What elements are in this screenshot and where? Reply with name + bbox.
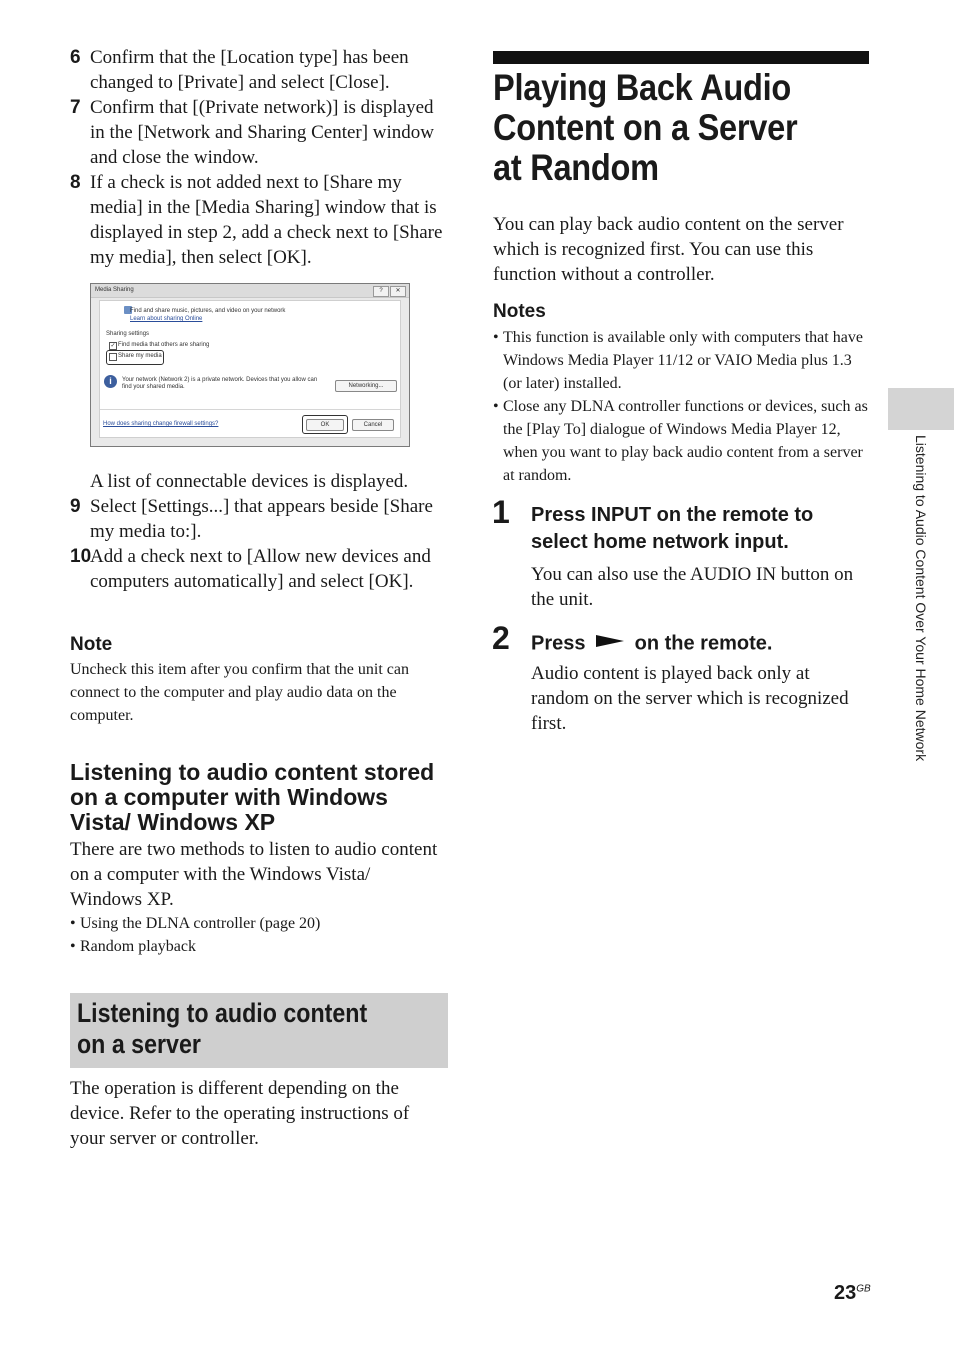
intro-text: You can play back audio content on the server which is recognized first. You can use this function without a controller. <box>493 214 844 285</box>
subsection-box <box>70 993 448 1068</box>
step-text: Confirm that [(Private network)] is displayed in the [Network and Sharing Center] window and close the window. <box>90 97 435 168</box>
share-media-label: Share my media <box>118 353 162 359</box>
step-number: 9 <box>70 496 81 517</box>
note-heading: Note <box>70 634 113 655</box>
step-1-body: You can also use the AUDIO IN button on the unit. <box>531 564 854 610</box>
list-item: • Random playback <box>70 935 440 958</box>
list-item: • Using the DLNA controller (page 20) <box>70 912 440 935</box>
sharing-settings-label: Sharing settings <box>106 331 150 337</box>
after-dialog-text: A list of connectable devices is displayed. <box>90 471 409 492</box>
step-number: 7 <box>70 97 81 118</box>
learn-link[interactable]: Learn about sharing Online <box>130 316 203 322</box>
networking-button[interactable]: Networking... <box>335 380 397 392</box>
box-body: The operation is different depending on the device. Refer to the operating instructions of your server or controller. <box>70 1078 410 1149</box>
list-item: • This function is available only with computers that have Windows Media Player 11/12 or VAIO Media plus 1.3 (or later) installed. <box>493 326 871 395</box>
info-text: Your network (Network 2) is a private network. Devices that you allow can find your shared media. <box>122 377 318 390</box>
step-text: Select [Settings...] that appears beside [Share my media to:]. <box>90 496 433 542</box>
step-number: 10 <box>70 546 92 567</box>
step-8 <box>70 170 450 270</box>
dialog-heading: Find and share music, pictures, and video on your network <box>130 308 286 314</box>
step-7 <box>70 95 450 170</box>
page-number-value: 23 <box>834 1282 857 1304</box>
step-2-body: Audio content is played back only at random on the server which is recognized first. <box>531 663 849 734</box>
step-6 <box>70 45 450 95</box>
step-2-number: 2 <box>492 620 510 656</box>
find-media-label: Find media that others are sharing <box>118 342 210 348</box>
step-9 <box>70 494 450 544</box>
step-text: Confirm that the [Location type] has been changed to [Private] and select [Close]. <box>90 47 409 93</box>
page-number <box>834 1282 871 1305</box>
section-bullets <box>70 912 440 958</box>
media-sharing-dialog <box>90 283 410 447</box>
step-number: 6 <box>70 47 81 68</box>
firewall-link[interactable]: How does sharing change firewall settings? <box>103 421 219 427</box>
notes-heading: Notes <box>493 301 546 322</box>
page-number-suffix: GB <box>856 1283 871 1295</box>
share-media-checkbox[interactable] <box>109 353 117 361</box>
side-tab-text: Listening to Audio Content Over Your Home Network <box>913 435 929 762</box>
find-media-checkbox[interactable]: ✓ <box>110 343 116 349</box>
step-number: 8 <box>70 172 81 193</box>
notes-list <box>493 326 871 487</box>
dialog-title: Media Sharing <box>95 287 134 293</box>
step-1-heading: Press INPUT on the remote to select home network input. <box>531 504 814 553</box>
side-tab <box>888 388 954 430</box>
step-1-number: 1 <box>492 494 510 530</box>
dialog-panel <box>99 300 401 438</box>
box-heading: Listening to audio content on a server <box>77 998 368 1059</box>
step-2-heading-post: on the remote. <box>634 632 773 655</box>
close-icon[interactable]: ✕ <box>390 286 406 297</box>
play-icon <box>595 629 625 656</box>
section-heading: Listening to audio content stored on a computer with Windows Vista/ Windows XP <box>70 759 435 835</box>
divider <box>100 409 400 410</box>
step-2-heading <box>531 629 871 659</box>
step-2-heading-pre: Press <box>531 632 586 655</box>
list-item: • Close any DLNA controller functions or devices, such as the [Play To] dialogue of Windows Media Player 12, when you want to play back audio content from a server at random. <box>493 395 871 487</box>
help-icon[interactable]: ? <box>373 286 389 297</box>
step-text: Add a check next to [Allow new devices and computers automatically] and select [OK]. <box>90 546 431 592</box>
dialog-titlebar <box>91 284 409 298</box>
step-text: If a check is not added next to [Share my media] in the [Media Sharing] window that is displayed in step 2, add a check next to [Share my media], then select [OK]. <box>90 172 443 268</box>
step-10 <box>70 544 450 594</box>
section-body: There are two methods to listen to audio content on a computer with the Windows Vista/ Windows XP. <box>70 839 438 910</box>
page-title: Playing Back Audio Content on a Server at Random <box>493 67 798 188</box>
cancel-button[interactable]: Cancel <box>352 419 394 431</box>
note-text: Uncheck this item after you confirm that the unit can connect to the computer and play audio data on the computer. <box>70 661 409 724</box>
ok-button[interactable]: OK <box>306 419 344 431</box>
info-icon: i <box>104 375 117 388</box>
title-rule <box>493 51 869 64</box>
